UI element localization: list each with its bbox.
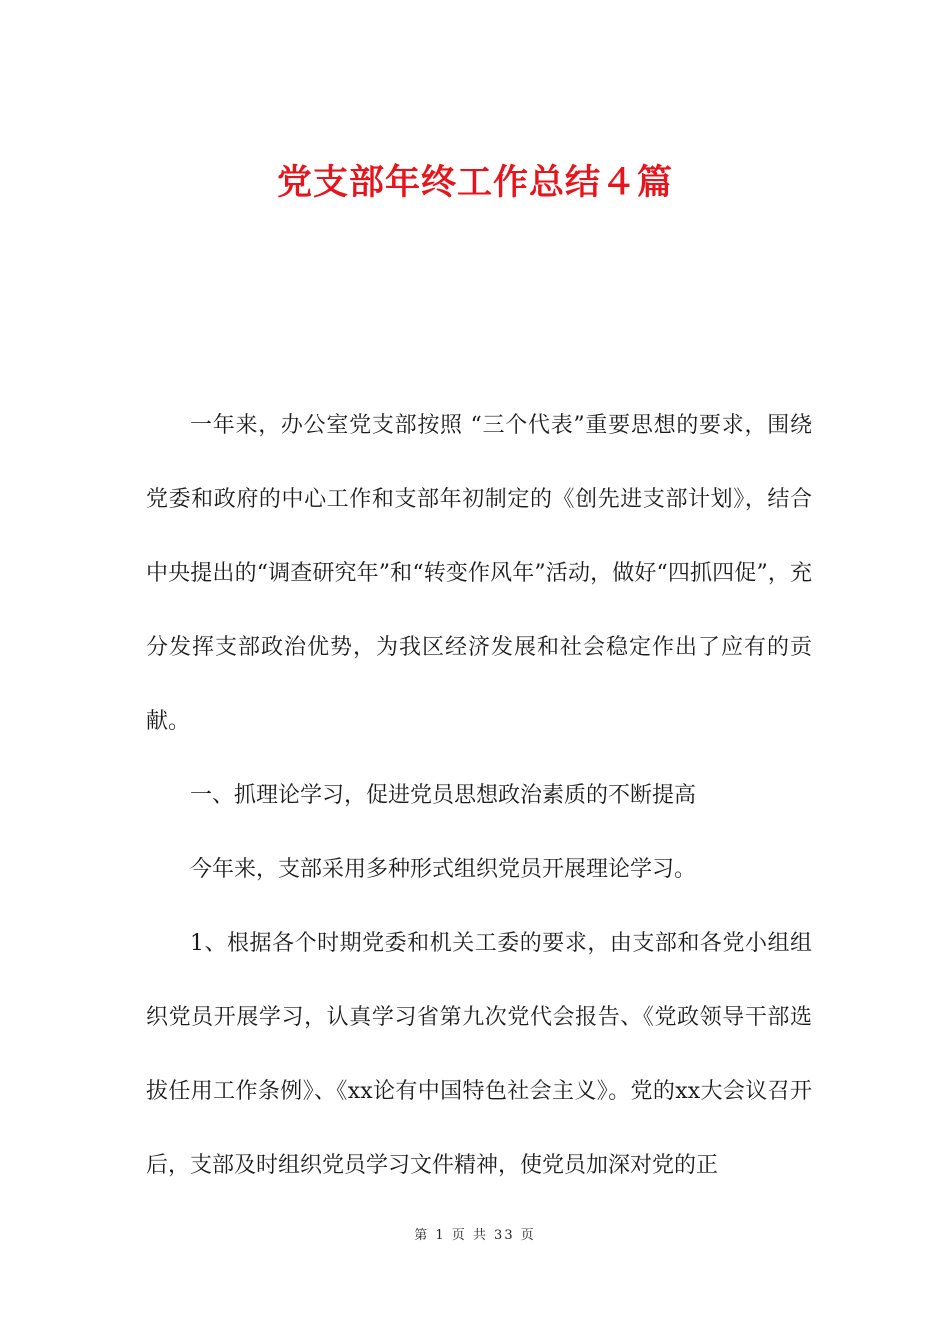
section-heading-1: 一、抓理论学习，促进党员思想政治素质的不断提高 [190, 783, 697, 808]
paragraph-item-1: 1、根据各个时期党委和机关工委的要求，由支部和各党小组组织党员开展学习，认真学习省第九次党代会报告、《党政领导干部选拔任用工作条例》、《xx论有中国特色社会主义》。党的xx大会议召开后，支部及时组织党员学习文件精神，使党员加深对党的正 [146, 931, 812, 1178]
document-title: 党支部年终工作总结４篇 [276, 163, 673, 203]
page-footer: 第 1 页 共 33 页 [414, 1228, 536, 1243]
paragraph-intro: 一年来，办公室党支部按照 “三个代表”重要思想的要求，围绕党委和政府的中心工作和支部年初制定的《创先进支部计划》，结合中央提出的“调查研究年”和“转变作风年”活动，做好“四抓四促”，充分发挥支部政治优势，为我区经济发展和社会稳定作出了应有的贡献。 [146, 413, 812, 734]
paragraph-section-1-intro: 今年来，支部采用多种形式组织党员开展理论学习。 [190, 857, 697, 882]
document-body [146, 389, 812, 1203]
